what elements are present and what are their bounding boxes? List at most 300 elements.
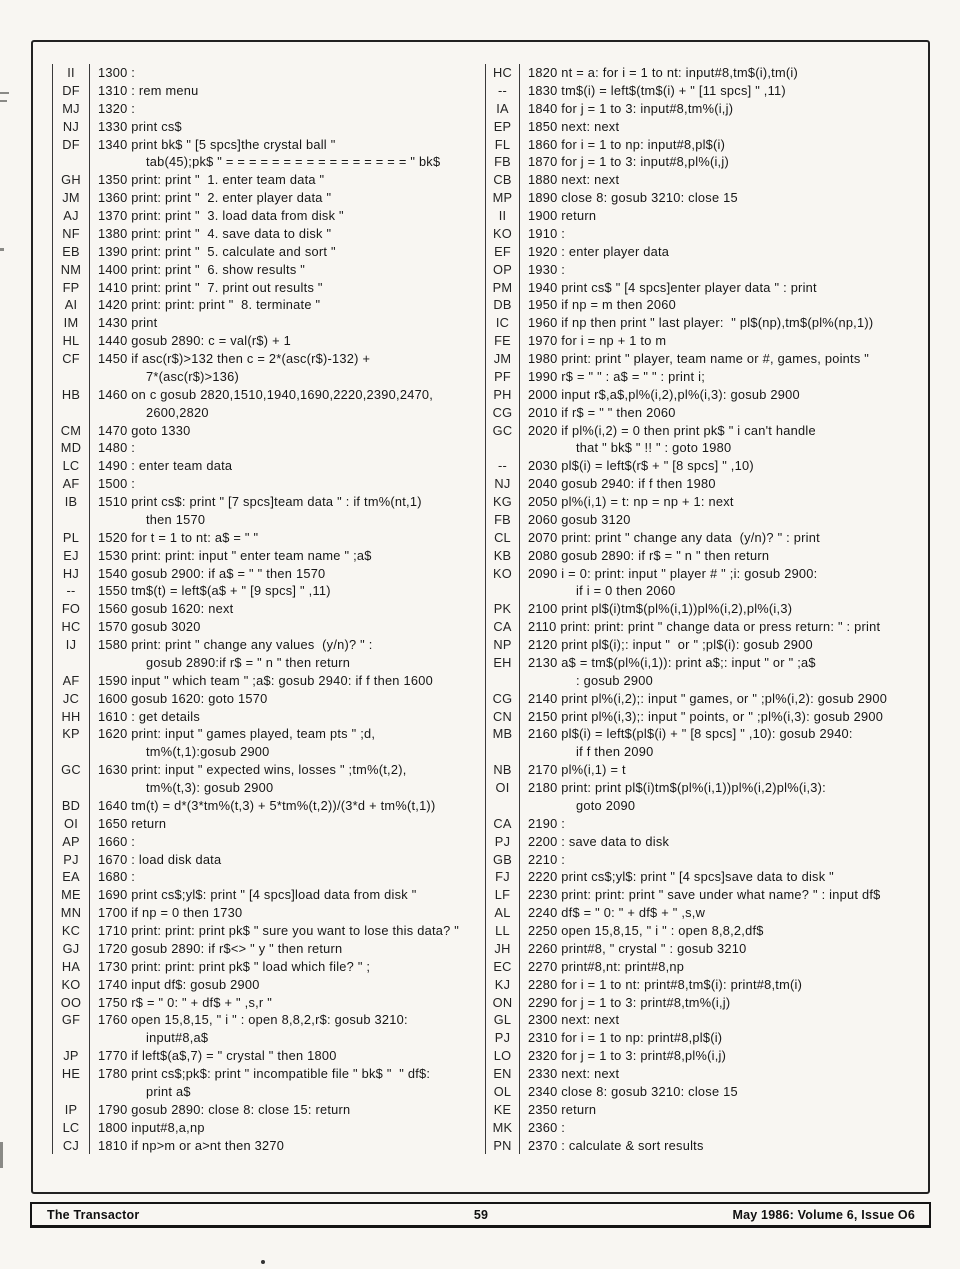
code-line — [52, 332, 478, 350]
checksum-code: BD — [52, 797, 90, 815]
code-text: 2280 for i = 1 to nt: print#8,tm$(i): print#8,tm(i) — [528, 976, 803, 992]
code-text: 1740 input df$: gosub 2900 — [98, 976, 260, 992]
code-line — [485, 100, 931, 118]
code-text: 1630 print: input " expected wins, losses " ;tm%(t,2), — [98, 762, 407, 778]
checksum-code — [52, 511, 90, 529]
checksum-code: HC — [485, 64, 520, 82]
code-line — [52, 439, 478, 457]
code-text: then 1570 — [146, 511, 206, 527]
code-line — [52, 189, 478, 207]
footer-magazine-title: The Transactor — [47, 1207, 140, 1222]
code-line — [52, 886, 478, 904]
code-text: 1790 gosub 2890: close 8: close 15: return — [98, 1101, 351, 1117]
code-text: 2370 : calculate & sort results — [528, 1137, 704, 1153]
code-text: 2210 : — [528, 851, 566, 867]
code-text: 1920 : enter player data — [528, 243, 670, 259]
checksum-code: AL — [485, 904, 520, 922]
code-line — [52, 851, 478, 869]
code-text: 1720 gosub 2890: if r$<> " y " then return — [98, 940, 343, 956]
checksum-code: CB — [485, 171, 520, 189]
code-text: 2070 print: print " change any data (y/n)? " : print — [528, 529, 820, 545]
code-text: 1470 goto 1330 — [98, 422, 191, 438]
scan-artifact — [0, 1142, 3, 1168]
code-line — [485, 976, 931, 994]
code-line — [485, 386, 931, 404]
code-line — [485, 1011, 931, 1029]
code-text: 1560 gosub 1620: next — [98, 601, 234, 617]
scan-artifact — [261, 1260, 265, 1264]
code-text: 2040 gosub 2940: if f then 1980 — [528, 476, 716, 492]
code-line — [52, 1101, 478, 1119]
code-line — [485, 1137, 931, 1155]
checksum-code: EH — [485, 654, 520, 672]
code-text: 1330 print cs$ — [98, 118, 182, 134]
checksum-code: LO — [485, 1047, 520, 1065]
code-line — [485, 207, 931, 225]
checksum-code: EJ — [52, 547, 90, 565]
code-text: goto 2090 — [576, 797, 636, 813]
code-text: 2120 print pl$(i);: input " or " ;pl$(i): gosub 2900 — [528, 637, 813, 652]
code-text: that " bk$ " !! " : goto 1980 — [576, 440, 732, 456]
code-line — [52, 422, 478, 440]
code-line — [485, 404, 931, 422]
checksum-code: IP — [52, 1101, 90, 1119]
code-text: 1990 r$ = " " : a$ = " " : print i; — [528, 368, 706, 384]
code-text: 2010 if r$ = " " then 2060 — [528, 404, 676, 420]
checksum-code: AJ — [52, 207, 90, 225]
code-text: 2200 : save data to disk — [528, 833, 670, 849]
code-text: 2050 pl%(i,1) = t: np = np + 1: next — [528, 494, 734, 509]
checksum-code: NJ — [485, 475, 520, 493]
checksum-code — [485, 582, 520, 600]
checksum-code: KP — [52, 725, 90, 743]
checksum-code: AI — [52, 296, 90, 314]
code-text: tab(45);pk$ " = = = = = = = = = = = = = = = = " bk$ — [146, 154, 441, 170]
code-text: 2340 close 8: gosub 3210: close 15 — [528, 1083, 738, 1099]
code-text: 1820 nt = a: for i = 1 to nt: input#8,tm$(i),tm(i) — [528, 65, 798, 80]
code-line — [485, 314, 931, 332]
code-line — [52, 261, 478, 279]
checksum-code: HJ — [52, 565, 90, 583]
code-text: 1370 print: print " 3. load data from disk " — [98, 208, 344, 223]
code-line — [485, 243, 931, 261]
checksum-code: KO — [52, 976, 90, 994]
code-line — [485, 475, 931, 493]
code-text: 1880 next: next — [528, 172, 620, 188]
code-line — [52, 994, 478, 1012]
code-line — [52, 565, 478, 583]
code-text: 1480 : — [98, 440, 136, 456]
checksum-code: KO — [485, 225, 520, 243]
code-line — [485, 529, 931, 547]
code-line — [485, 1065, 931, 1083]
code-text: 1870 for j = 1 to 3: input#8,pl%(i,j) — [528, 154, 729, 170]
checksum-code: PK — [485, 600, 520, 618]
code-line — [52, 958, 478, 976]
page-footer — [30, 1202, 931, 1228]
code-line — [485, 958, 931, 976]
checksum-code: FE — [485, 332, 520, 350]
code-line — [52, 833, 478, 851]
code-text: 1390 print: print " 5. calculate and sort " — [98, 243, 336, 259]
code-text: 1980 print: print " player, team name or #, games, points " — [528, 351, 870, 366]
code-line-continuation — [52, 654, 478, 672]
code-line — [52, 1047, 478, 1065]
checksum-code: II — [485, 207, 520, 225]
code-text: 1610 : get details — [98, 708, 200, 724]
checksum-code — [52, 654, 90, 672]
code-line — [485, 886, 931, 904]
checksum-code: NB — [485, 761, 520, 779]
code-line — [485, 296, 931, 314]
code-line-continuation — [485, 797, 931, 815]
code-line — [485, 153, 931, 171]
code-line — [485, 457, 931, 475]
code-text: 7*(asc(r$)>136) — [146, 368, 240, 384]
code-line — [52, 386, 478, 404]
code-text: 2330 next: next — [528, 1066, 620, 1081]
code-text: 1640 tm(t) = d*(3*tm%(t,3) + 5*tm%(t,2))/(3*d + tm%(t,1)) — [98, 797, 436, 813]
checksum-code: LC — [52, 1119, 90, 1137]
checksum-code: EA — [52, 868, 90, 886]
checksum-code: NP — [485, 636, 520, 654]
checksum-code: JM — [485, 350, 520, 368]
checksum-code: FJ — [485, 868, 520, 886]
checksum-code: LC — [52, 457, 90, 475]
code-line — [485, 493, 931, 511]
code-line — [485, 761, 931, 779]
code-text: 2300 next: next — [528, 1012, 620, 1028]
checksum-code: PM — [485, 279, 520, 297]
checksum-code: KE — [485, 1101, 520, 1119]
code-line — [485, 690, 931, 708]
code-text: 2060 gosub 3120 — [528, 511, 631, 527]
code-line-continuation — [52, 153, 478, 171]
code-line — [52, 582, 478, 600]
code-text: 2350 return — [528, 1101, 597, 1117]
code-text: 1970 for i = np + 1 to m — [528, 333, 667, 349]
code-line — [485, 994, 931, 1012]
code-text: 1580 print: print " change any values (y/n)? " : — [98, 637, 373, 652]
code-text: 1350 print: print " 1. enter team data " — [98, 172, 325, 188]
code-line — [485, 82, 931, 100]
code-text: 2310 for i = 1 to np: print#8,pl$(i) — [528, 1030, 723, 1046]
code-text: 1540 gosub 2900: if a$ = " " then 1570 — [98, 565, 326, 581]
code-text: 1950 if np = m then 2060 — [528, 297, 676, 313]
scan-artifact — [0, 92, 9, 94]
code-text: tm%(t,1):gosub 2900 — [146, 744, 270, 760]
checksum-code: MP — [485, 189, 520, 207]
checksum-code: OI — [52, 815, 90, 833]
code-text: 1830 tm$(i) = left$(tm$(i) + " [11 spcs] " ,11) — [528, 82, 786, 98]
checksum-code: PJ — [52, 851, 90, 869]
code-text: 1320 : — [98, 100, 136, 116]
checksum-code: LF — [485, 886, 520, 904]
code-text: 1930 : — [528, 261, 566, 277]
checksum-code: AF — [52, 475, 90, 493]
code-text: 1440 gosub 2890: c = val(r$) + 1 — [98, 333, 291, 349]
code-text: 1360 print: print " 2. enter player data " — [98, 190, 332, 206]
code-text: : gosub 2900 — [576, 672, 654, 688]
code-line — [52, 725, 478, 743]
code-line — [52, 690, 478, 708]
code-line — [485, 118, 931, 136]
code-line — [485, 815, 931, 833]
code-text: 2180 print: print pl$(i)tm$(pl%(i,1))pl%(i,2)pl%(i,3): — [528, 780, 826, 795]
code-text: 2260 print#8, " crystal " : gosub 3210 — [528, 940, 747, 956]
code-text: 1840 for j = 1 to 3: input#8,tm%(i,j) — [528, 100, 734, 116]
checksum-code: GH — [52, 171, 90, 189]
checksum-code: HA — [52, 958, 90, 976]
checksum-code: -- — [485, 82, 520, 100]
code-text: 1570 gosub 3020 — [98, 619, 201, 635]
code-line-continuation — [52, 779, 478, 797]
checksum-code: PL — [52, 529, 90, 547]
code-line — [52, 600, 478, 618]
code-line — [52, 296, 478, 314]
code-line — [52, 940, 478, 958]
code-text: 2250 open 15,8,15, " i " : open 8,8,2,df$ — [528, 923, 764, 938]
checksum-code — [52, 153, 90, 171]
code-line — [52, 618, 478, 636]
code-text: 1910 : — [528, 225, 566, 241]
checksum-code: GJ — [52, 940, 90, 958]
code-text: 2100 print pl$(i)tm$(pl%(i,1))pl%(i,2),pl%(i,3) — [528, 601, 793, 617]
code-text: 2230 print: print: print " save under what name? " : input df$ — [528, 887, 881, 903]
checksum-code: HH — [52, 708, 90, 726]
code-text: 2020 if pl%(i,2) = 0 then print pk$ " i can't handle — [528, 422, 816, 438]
checksum-code: HC — [52, 618, 90, 636]
checksum-code: FL — [485, 136, 520, 154]
code-line — [52, 279, 478, 297]
code-text: 1710 print: print: print pk$ " sure you want to lose this data? " — [98, 923, 460, 938]
code-text: 2130 a$ = tm$(pl%(i,1)): print a$;: input " or " ;a$ — [528, 654, 816, 670]
checksum-code: NF — [52, 225, 90, 243]
checksum-code: CM — [52, 422, 90, 440]
checksum-code: PN — [485, 1137, 520, 1155]
checksum-code: EC — [485, 958, 520, 976]
checksum-code — [52, 743, 90, 761]
checksum-code: FB — [485, 153, 520, 171]
code-text: 2090 i = 0: print: input " player # " ;i: gosub 2900: — [528, 565, 818, 581]
code-line — [52, 636, 478, 654]
code-line — [485, 868, 931, 886]
code-text: 1890 close 8: gosub 3210: close 15 — [528, 190, 738, 206]
code-text: 1600 gosub 1620: goto 1570 — [98, 690, 268, 706]
code-line — [485, 922, 931, 940]
checksum-code: IJ — [52, 636, 90, 654]
code-line — [52, 1065, 478, 1083]
code-line — [485, 189, 931, 207]
code-line-continuation — [52, 511, 478, 529]
checksum-code: HE — [52, 1065, 90, 1083]
checksum-code — [485, 797, 520, 815]
code-text: 2140 print pl%(i,2);: input " games, or " ;pl%(i,2): gosub 2900 — [528, 690, 888, 706]
code-text: 1760 open 15,8,15, " i " : open 8,8,2,r$: gosub 3210: — [98, 1012, 408, 1028]
code-line — [52, 64, 478, 82]
checksum-code: HB — [52, 386, 90, 404]
code-text: 1770 if left$(a$,7) = " crystal " then 1800 — [98, 1048, 337, 1064]
code-text: 2600,2820 — [146, 404, 209, 420]
code-text: tm%(t,3): gosub 2900 — [146, 780, 274, 795]
checksum-code: NM — [52, 261, 90, 279]
code-text: 1940 print cs$ " [4 spcs]enter player data " : print — [528, 279, 817, 295]
checksum-code: GB — [485, 851, 520, 869]
code-text: 2080 gosub 2890: if r$ = " n " then return — [528, 547, 770, 563]
code-text: 1420 print: print: print " 8. terminate " — [98, 297, 321, 313]
checksum-code: KO — [485, 565, 520, 583]
code-line-continuation — [485, 582, 931, 600]
checksum-code: CG — [485, 404, 520, 422]
code-text: 1900 return — [528, 208, 597, 223]
checksum-code — [485, 672, 520, 690]
checksum-code: LL — [485, 922, 520, 940]
code-line — [485, 368, 931, 386]
checksum-code: EP — [485, 118, 520, 136]
checksum-code: MN — [52, 904, 90, 922]
checksum-code: DF — [52, 82, 90, 100]
checksum-code: MJ — [52, 100, 90, 118]
code-text: 1690 print cs$;yl$: print " [4 spcs]load data from disk " — [98, 887, 417, 903]
code-text: 1530 print: print: input " enter team name " ;a$ — [98, 547, 372, 563]
checksum-code: DF — [52, 136, 90, 154]
code-text: 1400 print: print " 6. show results " — [98, 261, 306, 277]
code-line-continuation — [52, 404, 478, 422]
checksum-code: HL — [52, 332, 90, 350]
code-line — [52, 761, 478, 779]
checksum-code: AP — [52, 833, 90, 851]
code-line — [52, 314, 478, 332]
code-line — [485, 279, 931, 297]
code-text: 1960 if np then print " last player: " pl$(np),tm$(pl%(np,1)) — [528, 315, 874, 331]
checksum-code: JM — [52, 189, 90, 207]
code-line — [52, 904, 478, 922]
checksum-code: NJ — [52, 118, 90, 136]
code-line — [52, 708, 478, 726]
checksum-code: CF — [52, 350, 90, 368]
checksum-code: OL — [485, 1083, 520, 1101]
checksum-code: FO — [52, 600, 90, 618]
code-text: 2320 for j = 1 to 3: print#8,pl%(i,j) — [528, 1048, 727, 1064]
checksum-code: GF — [52, 1011, 90, 1029]
code-text: 1860 for i = 1 to np: input#8,pl$(i) — [528, 136, 726, 152]
code-text: if f then 2090 — [576, 744, 654, 760]
code-line — [485, 1029, 931, 1047]
code-line-continuation — [485, 743, 931, 761]
code-line — [52, 100, 478, 118]
scan-artifact — [0, 248, 4, 251]
code-line — [485, 904, 931, 922]
code-line — [52, 797, 478, 815]
code-text: 1410 print: print " 7. print out results " — [98, 279, 323, 295]
code-text: 1460 on c gosub 2820,1510,1940,1690,2220,2390,2470, — [98, 386, 434, 402]
checksum-code: CL — [485, 529, 520, 547]
code-text: 2170 pl%(i,1) = t — [528, 762, 626, 778]
code-line — [52, 547, 478, 565]
checksum-code: AF — [52, 672, 90, 690]
code-line — [485, 1047, 931, 1065]
checksum-code: CJ — [52, 1137, 90, 1155]
code-line — [485, 261, 931, 279]
checksum-code: KC — [52, 922, 90, 940]
checksum-code — [52, 1083, 90, 1101]
code-line — [485, 636, 931, 654]
checksum-code: II — [52, 64, 90, 82]
checksum-code: OI — [485, 779, 520, 797]
checksum-code: JP — [52, 1047, 90, 1065]
code-line — [485, 654, 931, 672]
code-text: 1660 : — [98, 833, 136, 849]
code-line — [52, 976, 478, 994]
code-line-continuation — [485, 439, 931, 457]
code-text: 1520 for t = 1 to nt: a$ = " " — [98, 529, 259, 545]
code-line — [485, 1119, 931, 1137]
code-line — [485, 136, 931, 154]
checksum-code — [52, 779, 90, 797]
checksum-code: EN — [485, 1065, 520, 1083]
code-line — [52, 922, 478, 940]
code-text: 1810 if np>m or a>nt then 3270 — [98, 1137, 285, 1153]
checksum-code: JH — [485, 940, 520, 958]
code-text: 1430 print — [98, 315, 158, 331]
checksum-code: FB — [485, 511, 520, 529]
code-line-continuation — [485, 672, 931, 690]
checksum-code: -- — [485, 457, 520, 475]
code-text: 1450 if asc(r$)>132 then c = 2*(asc(r$)-132) + — [98, 351, 371, 366]
code-line — [485, 511, 931, 529]
code-line — [52, 672, 478, 690]
checksum-code: KJ — [485, 976, 520, 994]
code-text: 1700 if np = 0 then 1730 — [98, 905, 243, 921]
checksum-code: IB — [52, 493, 90, 511]
checksum-code: PF — [485, 368, 520, 386]
code-line — [485, 1083, 931, 1101]
code-line — [485, 171, 931, 189]
code-line — [52, 243, 478, 261]
code-line — [485, 779, 931, 797]
checksum-code: OP — [485, 261, 520, 279]
code-text: 2270 print#8,nt: print#8,np — [528, 958, 685, 974]
checksum-code: ME — [52, 886, 90, 904]
checksum-code: KG — [485, 493, 520, 511]
checksum-code: DB — [485, 296, 520, 314]
code-line — [485, 225, 931, 243]
code-text: 1620 print: input " games played, team pts " ;d, — [98, 726, 376, 742]
code-text: 1300 : — [98, 65, 136, 80]
code-line — [485, 565, 931, 583]
checksum-code — [485, 439, 520, 457]
checksum-code: EB — [52, 243, 90, 261]
code-line — [52, 350, 478, 368]
code-text: 1310 : rem menu — [98, 82, 199, 98]
code-line — [52, 493, 478, 511]
code-text: 2360 : — [528, 1119, 566, 1135]
checksum-code: IA — [485, 100, 520, 118]
code-line — [485, 708, 931, 726]
code-text: gosub 2890:if r$ = " n " then return — [146, 654, 351, 670]
code-line-continuation — [52, 743, 478, 761]
checksum-code — [485, 743, 520, 761]
code-text: print a$ — [146, 1083, 191, 1099]
code-text: if i = 0 then 2060 — [576, 583, 676, 599]
code-line — [52, 1011, 478, 1029]
code-text: 1340 print bk$ " [5 spcs]the crystal ball " — [98, 136, 336, 152]
code-line-continuation — [52, 1083, 478, 1101]
checksum-code: JC — [52, 690, 90, 708]
checksum-code: -- — [52, 582, 90, 600]
code-line — [485, 600, 931, 618]
code-line-continuation — [52, 368, 478, 386]
